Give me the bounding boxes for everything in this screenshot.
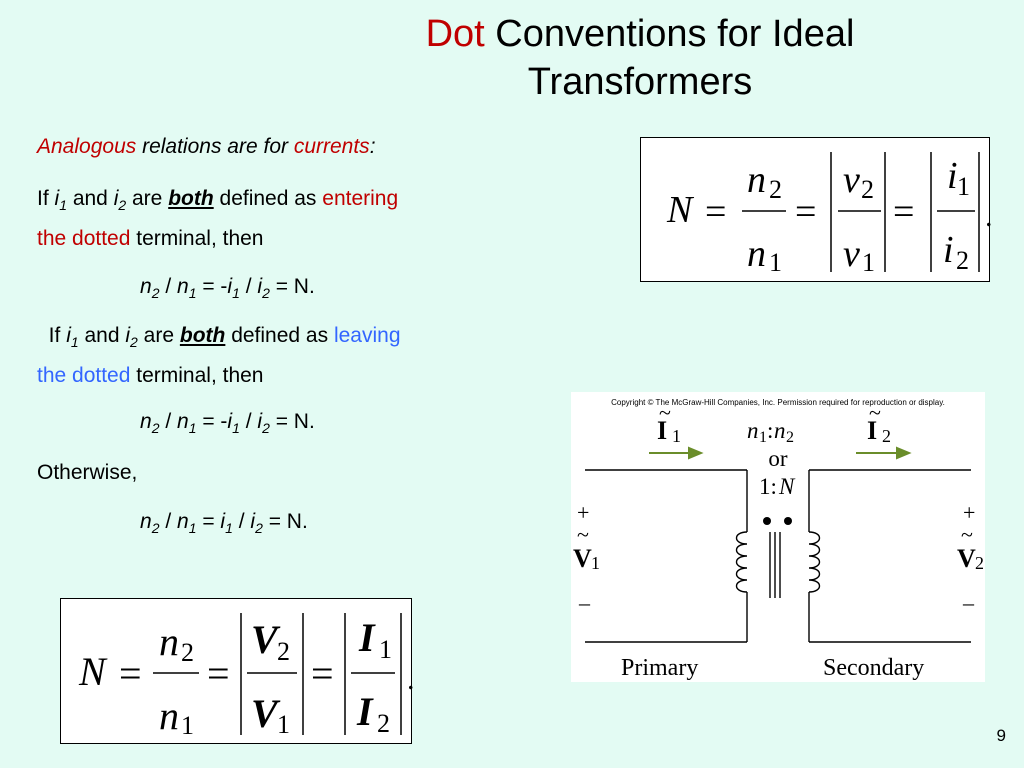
- intro-currents: currents: [293, 135, 370, 158]
- leaving-text: leaving: [333, 324, 401, 347]
- formula-V2: V: [251, 617, 278, 662]
- intro-line: [37, 130, 376, 164]
- page-number: 9: [996, 726, 1006, 745]
- sub: 2: [262, 420, 270, 437]
- sub: 2: [151, 285, 160, 302]
- current-I2-label: I: [867, 416, 878, 445]
- secondary-label: Secondary: [823, 655, 925, 681]
- text: If: [48, 324, 67, 347]
- sub-1: 1: [759, 429, 767, 446]
- arrow-head: [689, 448, 701, 458]
- sub: 1: [225, 520, 233, 537]
- equals: =: [119, 651, 142, 696]
- op: /: [239, 410, 258, 433]
- period: .: [407, 663, 415, 696]
- op: /: [159, 410, 177, 433]
- tilde-mark: ~: [577, 522, 589, 547]
- var-i: i: [113, 187, 119, 210]
- formula-N: N: [667, 189, 693, 231]
- var: i: [250, 510, 256, 533]
- var-i: i: [125, 324, 131, 347]
- otherwise-text: Otherwise,: [37, 461, 138, 484]
- sub: 2: [130, 334, 138, 351]
- ratio-n1: n: [747, 418, 759, 443]
- current-I1-label: I: [657, 416, 668, 445]
- op: =: [196, 510, 221, 533]
- plus-primary: +: [577, 500, 590, 525]
- text: defined as: [213, 187, 323, 210]
- both-emphasis: both: [168, 187, 214, 210]
- equals: =: [311, 651, 334, 696]
- equation-3: [140, 510, 308, 536]
- sub: 1: [188, 420, 197, 437]
- sub-2: 2: [277, 637, 290, 666]
- sub: 1: [232, 420, 240, 437]
- var: n: [177, 275, 189, 298]
- op: /: [159, 510, 177, 533]
- formula-I1: I: [359, 615, 375, 660]
- var: i: [220, 510, 226, 533]
- ratio-N: N: [779, 474, 795, 499]
- formula-n2: n: [159, 619, 179, 664]
- tilde-mark: ~: [961, 522, 973, 547]
- var: n: [177, 510, 189, 533]
- sub: 1: [70, 334, 79, 351]
- sub-1: 1: [591, 553, 600, 573]
- var: n: [140, 510, 152, 533]
- sub: 2: [151, 520, 160, 537]
- entering-text: entering: [322, 187, 399, 210]
- paragraph-entering: [37, 182, 537, 256]
- tilde-mark: ~: [869, 400, 881, 425]
- sub: 2: [255, 520, 263, 537]
- var: i: [227, 410, 233, 433]
- sub-2: 2: [975, 553, 984, 573]
- primary-coil: [737, 532, 748, 592]
- tilde-mark: ~: [659, 400, 671, 425]
- sub: 2: [262, 285, 270, 302]
- minus-secondary: –: [963, 590, 974, 615]
- text: are: [126, 187, 169, 210]
- sub-1: 1: [181, 711, 194, 740]
- op: = N.: [262, 510, 308, 533]
- paragraph-leaving: [37, 319, 547, 393]
- var: i: [257, 275, 263, 298]
- text: are: [137, 324, 180, 347]
- sub-1: 1: [277, 710, 290, 739]
- sub-2: 2: [181, 638, 194, 667]
- formula-N: N: [79, 649, 106, 694]
- sub-2: 2: [769, 175, 782, 204]
- equals: =: [795, 191, 817, 233]
- voltage-V2-label: V: [957, 544, 976, 573]
- formula-i2: i: [943, 229, 954, 271]
- text: terminal, then: [130, 364, 264, 388]
- voltage-V1-label: V: [573, 544, 592, 573]
- sub-1: 1: [672, 426, 681, 446]
- equals: =: [207, 651, 230, 696]
- op: /: [159, 275, 177, 298]
- intro-text: relations are for: [136, 135, 294, 158]
- sub-2: 2: [882, 426, 891, 446]
- formula-v1: v: [843, 233, 860, 275]
- op: = N.: [269, 275, 315, 298]
- formula-box-bottom: [60, 598, 415, 744]
- sub-2: 2: [861, 175, 874, 204]
- ratio-one: 1:: [759, 474, 777, 499]
- period: .: [985, 200, 993, 233]
- op: /: [232, 510, 251, 533]
- sub: 1: [188, 285, 197, 302]
- op: = -: [196, 410, 228, 433]
- formula-n1: n: [159, 693, 179, 738]
- sub-1: 1: [379, 635, 392, 664]
- text: and: [66, 187, 114, 210]
- equation-1: [140, 275, 315, 301]
- sub-1: 1: [862, 248, 875, 277]
- both-emphasis: both: [179, 324, 226, 347]
- formula-bottom-svg: [61, 599, 423, 743]
- equals: =: [893, 191, 915, 233]
- sub-1: 1: [769, 248, 782, 277]
- minus-primary: –: [579, 590, 590, 615]
- title-conventions: Conventions for Ideal: [484, 13, 855, 55]
- text: terminal, then: [130, 227, 264, 251]
- formula-i1: i: [947, 155, 958, 197]
- sub-2: 2: [786, 429, 794, 446]
- var-i: i: [54, 187, 60, 210]
- ratio-colon: :: [767, 418, 774, 443]
- transformer-circuit-svg: [571, 392, 985, 682]
- slide-title: [330, 10, 950, 106]
- ratio-n2: n: [774, 418, 786, 443]
- equals: =: [705, 191, 727, 233]
- copyright-text: Copyright © The McGraw-Hill Companies, Inc. Permission required for reproduction or display.: [611, 398, 945, 407]
- secondary-coil: [809, 532, 820, 592]
- formula-v2: v: [843, 159, 860, 201]
- arrow-head: [897, 448, 909, 458]
- formula-top-svg: [641, 138, 1003, 281]
- var: i: [227, 275, 233, 298]
- text: and: [78, 324, 126, 347]
- op: = N.: [269, 410, 315, 433]
- op: = -: [196, 275, 228, 298]
- plus-secondary: +: [963, 500, 976, 525]
- var: n: [140, 410, 152, 433]
- formula-I2: I: [357, 689, 373, 734]
- sub-1: 1: [957, 172, 970, 201]
- text: defined as: [225, 324, 334, 347]
- ratio-or: or: [768, 446, 788, 471]
- sub: 2: [118, 197, 127, 214]
- sub-2: 2: [956, 246, 969, 275]
- sub: 1: [232, 285, 240, 302]
- var: i: [257, 410, 263, 433]
- formula-n2: n: [747, 159, 766, 201]
- op: /: [239, 275, 258, 298]
- intro-colon: :: [369, 135, 376, 158]
- sub: 2: [151, 420, 160, 437]
- formula-box-top: [640, 137, 993, 282]
- intro-analogous: Analogous: [37, 135, 137, 158]
- formula-n1: n: [747, 233, 766, 275]
- var-i: i: [66, 324, 71, 347]
- sub: 1: [59, 197, 67, 214]
- sub: 1: [188, 520, 197, 537]
- equation-2: [140, 410, 315, 436]
- title-dot: Dot: [425, 13, 485, 55]
- formula-V1: V: [251, 691, 278, 736]
- title-transformers: Transformers: [527, 61, 753, 103]
- var: n: [140, 275, 152, 298]
- primary-label: Primary: [621, 655, 699, 681]
- dotted-text: the dotted: [37, 227, 131, 251]
- dotted-text: the dotted: [37, 364, 131, 388]
- sub-2: 2: [377, 709, 390, 738]
- primary-dot: [763, 517, 771, 525]
- text: If: [37, 187, 55, 210]
- transformer-circuit-figure: [571, 392, 985, 682]
- var: n: [177, 410, 189, 433]
- secondary-dot: [784, 517, 792, 525]
